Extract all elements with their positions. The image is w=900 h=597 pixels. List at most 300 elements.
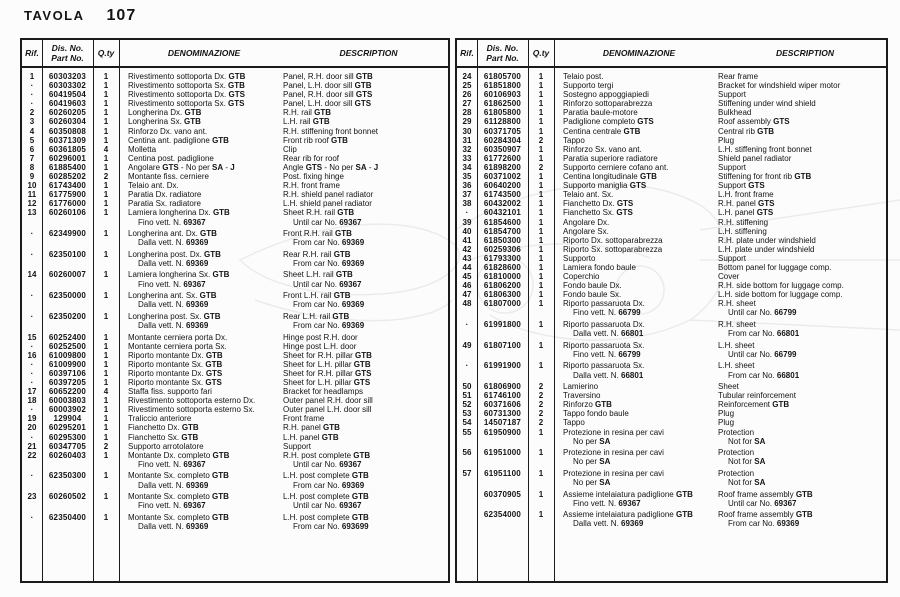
name-cells <box>119 369 448 378</box>
denominazione-line: Montante fiss. cerniere <box>128 172 209 182</box>
table-row <box>22 351 448 360</box>
qty-cell: 1 <box>538 99 544 109</box>
denominazione-line: Paratia superiore radiatore <box>563 153 658 163</box>
denominazione-cell <box>554 90 718 99</box>
name-cells <box>554 127 886 136</box>
name-cells <box>554 81 886 90</box>
rif-cell: 35 <box>462 172 472 182</box>
denominazione-line: Tappo <box>563 135 585 145</box>
description-line: Sheet L.H. rail GTB <box>283 270 353 280</box>
table-row <box>22 423 448 432</box>
description-line: Hinge post R.H. door <box>283 332 358 342</box>
rif-cell: 30 <box>462 126 472 136</box>
table-row <box>457 490 886 508</box>
description-cell <box>283 163 448 172</box>
part-number-cell: 61805800 <box>483 108 522 118</box>
description-cell <box>718 218 886 227</box>
name-cells <box>119 291 448 309</box>
denominazione-cell <box>554 341 718 359</box>
description-line: Support <box>718 90 747 100</box>
table-row <box>457 469 886 487</box>
description-cell <box>283 369 448 378</box>
qty-cell: 1 <box>538 340 544 350</box>
denominazione-cell <box>119 351 283 360</box>
rif-cell: · <box>30 81 34 91</box>
part-number-cell: 61862500 <box>483 99 522 109</box>
description-cell <box>718 448 886 466</box>
description-cell <box>283 270 448 288</box>
rif-cell: · <box>30 249 34 259</box>
qty-cell: 1 <box>103 208 109 218</box>
part-number-cell: 60432002 <box>483 199 522 209</box>
description-line: Rear frame <box>718 72 759 81</box>
description-line: Until car No. 66799 <box>728 349 797 359</box>
denominazione-line: Riporto passaruota Sx. <box>563 340 645 350</box>
denominazione-cell <box>119 270 283 288</box>
rif-cell: 19 <box>27 414 37 424</box>
qty-cell: 1 <box>103 332 109 342</box>
qty-cell: 1 <box>103 359 109 369</box>
description-cell <box>283 405 448 414</box>
rif-cell: 6 <box>29 144 35 154</box>
name-cells <box>554 272 886 281</box>
description-line: Sheet for R.H. pillar GTB <box>283 350 372 360</box>
denominazione-cell <box>119 414 283 423</box>
part-number-cell: 60652200 <box>48 387 87 397</box>
part-number-cell: 60419603 <box>48 99 87 109</box>
rif-cell: 34 <box>462 162 472 172</box>
description-line: Stiffening for front rib GTB <box>718 172 812 182</box>
part-number-cell: 60640200 <box>483 181 522 191</box>
table-row <box>22 127 448 136</box>
name-cells <box>119 163 448 172</box>
denominazione-line: Dalla vett. N. 69369 <box>138 258 209 268</box>
denominazione-line: Angolare GTS - No per SA - J <box>128 162 235 172</box>
denominazione-line: Riporto montante Dx. GTS <box>128 368 223 378</box>
description-cell <box>283 471 448 489</box>
table-row <box>22 181 448 190</box>
name-cells <box>119 513 448 531</box>
rif-cell: · <box>30 90 34 100</box>
denominazione-cell <box>119 442 283 451</box>
name-cells <box>554 163 886 172</box>
col-header-part <box>477 40 528 66</box>
rif-cell: 45 <box>462 272 472 282</box>
rif-cell: 11 <box>27 190 37 200</box>
description-line: Tubular reinforcement <box>718 391 796 401</box>
part-number-cell: 60260205 <box>48 108 87 118</box>
description-cell <box>283 351 448 360</box>
denominazione-line: Tappo fondo baule <box>563 409 629 419</box>
part-number-cell: 61743400 <box>48 181 87 191</box>
table-row <box>457 154 886 163</box>
table-row <box>457 236 886 245</box>
col-header-rif: Rif. <box>460 48 474 58</box>
denominazione-line: Protezione in resina per cavi <box>563 468 664 478</box>
rif-cell: 17 <box>27 387 37 397</box>
name-cells <box>119 442 448 451</box>
qty-cell: 1 <box>103 414 109 424</box>
part-number-cell: 61991900 <box>483 361 522 371</box>
part-number-cell: 60252400 <box>48 332 87 342</box>
part-number-cell: 60361805 <box>48 144 87 154</box>
part-number-cell: 61898200 <box>483 162 522 172</box>
description-line: Roof frame assembly GTB <box>718 510 813 520</box>
description-line: L.H. shield panel radiator <box>283 199 372 209</box>
part-number-cell: 60397205 <box>48 378 87 387</box>
denominazione-cell <box>119 492 283 510</box>
denominazione-line: Supporto cerniere cofano ant. <box>563 162 669 172</box>
qty-cell: 1 <box>103 249 109 259</box>
qty-cell: 1 <box>103 190 109 200</box>
description-cell <box>283 492 448 510</box>
rif-cell: 37 <box>462 190 472 200</box>
denominazione-cell <box>554 99 718 108</box>
denominazione-cell <box>554 154 718 163</box>
description-cell <box>718 245 886 254</box>
part-number-cell: 61009900 <box>48 359 87 369</box>
rif-cell: 46 <box>462 281 472 291</box>
description-cell <box>718 99 886 108</box>
name-cells <box>554 428 886 446</box>
qty-cell: 2 <box>538 418 544 428</box>
rif-cell: 57 <box>462 468 472 478</box>
table-row <box>22 433 448 442</box>
description-line: Front frame <box>283 414 325 424</box>
name-cells <box>119 433 448 442</box>
col-header-names <box>554 40 886 66</box>
description-line: Central rib GTB <box>718 126 775 136</box>
denominazione-line: Dalla vett. N. 69369 <box>138 480 209 490</box>
denominazione-cell <box>119 423 283 432</box>
part-number-cell: 61805700 <box>483 72 522 81</box>
name-cells <box>554 90 886 99</box>
part-number-cell: 61854700 <box>483 226 522 236</box>
denominazione-line: Riporto Sx. sottoparabrezza <box>563 244 663 254</box>
name-cells <box>554 254 886 263</box>
qty-cell: 1 <box>538 181 544 191</box>
rif-cell: · <box>30 378 34 387</box>
col-header-dis-no: Dis. No. <box>486 43 519 53</box>
description-line: R.H. post complete GTB <box>283 450 371 460</box>
part-number-cell: 61806900 <box>483 382 522 392</box>
part-number-cell: 60350808 <box>48 126 87 136</box>
description-line: Not for SA <box>728 478 766 488</box>
part-number-cell: 60350907 <box>483 144 522 154</box>
qty-cell: 1 <box>538 489 544 499</box>
denominazione-line: Centina post. padiglione <box>128 153 214 163</box>
description-cell <box>718 81 886 90</box>
denominazione-cell <box>554 172 718 181</box>
column-divider <box>42 40 43 581</box>
denominazione-line: Riporto montante Dx. GTB <box>128 350 223 360</box>
denominazione-cell <box>554 290 718 299</box>
description-line: Support <box>283 441 312 451</box>
description-line: L.H. sheet <box>718 361 755 371</box>
name-cells <box>119 492 448 510</box>
description-line: Until car No. 69367 <box>293 501 362 511</box>
description-line: R.H. sheet <box>718 299 756 309</box>
description-line: From car No. 69369 <box>293 258 365 268</box>
denominazione-line: Rivestimento sottoporta Dx. GTB <box>128 72 246 81</box>
name-cells <box>554 281 886 290</box>
description-line: Protection <box>718 427 755 437</box>
description-line: Protection <box>718 468 755 478</box>
table-row <box>22 250 448 268</box>
part-number-cell: 61776000 <box>48 199 87 209</box>
description-cell <box>718 181 886 190</box>
description-line: Panel, L.H. door sill GTB <box>283 81 372 91</box>
denominazione-cell <box>554 117 718 126</box>
rif-cell: · <box>30 432 34 442</box>
description-cell <box>283 333 448 342</box>
denominazione-cell <box>554 218 718 227</box>
name-cells <box>119 72 448 81</box>
denominazione-cell <box>554 263 718 272</box>
name-cells <box>119 154 448 163</box>
table-row <box>457 510 886 528</box>
denominazione-line: Fino vett. N. 69367 <box>573 498 641 508</box>
table-row <box>22 369 448 378</box>
name-cells <box>119 229 448 247</box>
description-line: Outer panel L.H. door sill <box>283 405 372 415</box>
rif-cell: 47 <box>462 290 472 300</box>
description-line: From car No. 66801 <box>728 329 800 339</box>
rif-cell: 39 <box>462 217 472 227</box>
denominazione-line: Paratia Dx. radiatore <box>128 190 202 200</box>
name-cells <box>119 208 448 226</box>
qty-cell: 1 <box>538 190 544 200</box>
description-line: L.H. post complete GTB <box>283 512 369 522</box>
part-number-cell: 60419504 <box>48 90 87 100</box>
rif-cell: 53 <box>462 409 472 419</box>
denominazione-line: Tappo <box>563 418 585 428</box>
denominazione-line: No per SA <box>573 478 611 488</box>
qty-cell: 1 <box>103 81 109 91</box>
table-row <box>22 291 448 309</box>
denominazione-line: Rinforzo Sx. vano ant. <box>563 144 642 154</box>
table-row <box>22 108 448 117</box>
description-cell <box>718 227 886 236</box>
rif-cell: · <box>30 99 34 109</box>
qty-cell: 1 <box>103 450 109 460</box>
description-line: L.H. side bottom for luggage comp. <box>718 290 843 300</box>
qty-cell: 1 <box>538 253 544 263</box>
table-row <box>457 172 886 181</box>
denominazione-line: Rinforzo sottoparabrezza <box>563 99 653 109</box>
description-line: Sheet for L.H. pillar GTS <box>283 378 371 387</box>
qty-cell: 1 <box>538 320 544 330</box>
denominazione-line: Montante Dx. completo GTB <box>128 450 230 460</box>
qty-cell: 2 <box>538 135 544 145</box>
qty-cell: 1 <box>103 432 109 442</box>
table-row <box>22 117 448 126</box>
part-number-cell: 60371705 <box>483 126 522 136</box>
denominazione-line: Fino vett. N. 69367 <box>138 279 206 289</box>
description-cell <box>718 409 886 418</box>
rif-cell: 42 <box>462 244 472 254</box>
description-cell <box>718 320 886 338</box>
description-cell <box>718 382 886 391</box>
description-line: L.H. rail GTB <box>283 117 330 127</box>
rif-cell: 52 <box>462 400 472 410</box>
denominazione-line: Longherina post. Dx. GTB <box>128 249 221 259</box>
denominazione-cell <box>119 81 283 90</box>
rif-cell: 33 <box>462 153 472 163</box>
description-cell <box>718 145 886 154</box>
denominazione-cell <box>119 387 283 396</box>
denominazione-cell <box>119 378 283 387</box>
part-number-cell: 61807000 <box>483 299 522 309</box>
part-number-cell: 60731300 <box>483 409 522 419</box>
description-line: R.H. stiffening <box>718 217 769 227</box>
description-line: Panel, L.H. door sill GTS <box>283 99 372 109</box>
name-cells <box>554 227 886 236</box>
denominazione-cell <box>554 448 718 466</box>
part-number-cell: 60295300 <box>48 432 87 442</box>
part-number-cell: 60397106 <box>48 368 87 378</box>
denominazione-line: Rivestimento sottoporta Sx. GTB <box>128 81 245 91</box>
qty-cell: 2 <box>538 391 544 401</box>
rif-cell: 12 <box>27 199 37 209</box>
qty-cell: 1 <box>538 244 544 254</box>
table-row <box>22 360 448 369</box>
table-row <box>457 117 886 126</box>
part-number-cell: 60003803 <box>48 396 87 406</box>
rif-cell: · <box>30 368 34 378</box>
page-header <box>24 7 136 25</box>
denominazione-cell <box>554 254 718 263</box>
column-divider <box>528 40 529 581</box>
description-line: Sheet for R.H. pillar GTS <box>283 368 372 378</box>
table-row <box>22 513 448 531</box>
name-cells <box>554 341 886 359</box>
part-number-cell: 61772600 <box>483 153 522 163</box>
description-cell <box>718 290 886 299</box>
rif-cell: · <box>30 341 34 351</box>
denominazione-line: Riporto passaruota Dx. <box>563 320 645 330</box>
description-cell <box>718 72 886 81</box>
denominazione-cell <box>119 190 283 199</box>
name-cells <box>554 448 886 466</box>
qty-cell: 1 <box>538 510 544 520</box>
denominazione-line: Longherina Dx. GTB <box>128 108 202 118</box>
part-number-cell: 61806200 <box>483 281 522 291</box>
description-cell <box>283 451 448 469</box>
description-line: From car No. 69369 <box>293 238 365 248</box>
qty-cell: 1 <box>538 235 544 245</box>
rif-cell: 22 <box>27 450 37 460</box>
rif-cell: 48 <box>462 299 472 309</box>
description-line: Support <box>718 253 747 263</box>
denominazione-cell <box>554 208 718 217</box>
part-number-cell: 61991800 <box>483 320 522 330</box>
rif-cell: 36 <box>462 181 472 191</box>
denominazione-cell <box>554 361 718 379</box>
denominazione-line: Molletta <box>128 144 157 154</box>
table-row <box>457 81 886 90</box>
description-line: From car No. 69369 <box>293 320 365 330</box>
denominazione-cell <box>119 471 283 489</box>
column-divider <box>93 40 94 581</box>
qty-cell: 1 <box>538 226 544 236</box>
col-header-qty: Q.ty <box>97 48 115 58</box>
qty-cell: 1 <box>103 378 109 387</box>
name-cells <box>554 218 886 227</box>
qty-cell: 2 <box>538 382 544 392</box>
name-cells <box>554 236 886 245</box>
table-row <box>22 414 448 423</box>
description-line: Rear R.H. rail GTB <box>283 249 351 259</box>
description-line: Bottom panel for luggage comp. <box>718 262 832 272</box>
rif-cell: 3 <box>29 117 35 127</box>
qty-cell: 1 <box>103 117 109 127</box>
name-cells <box>119 333 448 342</box>
description-line: L.H. sheet <box>718 340 755 350</box>
name-cells <box>119 378 448 387</box>
description-cell <box>718 341 886 359</box>
denominazione-line: Fondo baule Sx. <box>563 290 622 300</box>
denominazione-line: Dalla vett. N. 69369 <box>138 238 209 248</box>
denominazione-cell <box>119 154 283 163</box>
part-number-cell: 129904 <box>53 414 82 424</box>
denominazione-cell <box>554 136 718 145</box>
part-number-cell: 60370905 <box>483 489 522 499</box>
table-row <box>22 145 448 154</box>
description-line: Stiffening under wind shield <box>718 99 816 109</box>
rif-cell: 38 <box>462 199 472 209</box>
denominazione-line: Angolare Sx. <box>563 226 609 236</box>
denominazione-line: Dalla vett. N. 69369 <box>573 519 644 529</box>
rif-cell: 55 <box>462 427 472 437</box>
qty-cell: 2 <box>538 400 544 410</box>
name-cells <box>119 387 448 396</box>
table-row <box>457 181 886 190</box>
qty-cell: 1 <box>538 72 544 81</box>
part-number-cell: 61746100 <box>483 391 522 401</box>
denominazione-cell <box>119 108 283 117</box>
denominazione-cell <box>119 360 283 369</box>
part-number-cell: 60252500 <box>48 341 87 351</box>
name-cells <box>554 181 886 190</box>
qty-cell: 1 <box>538 281 544 291</box>
description-line: Not for SA <box>728 436 766 446</box>
name-cells <box>554 190 886 199</box>
description-line: R.H. front frame <box>283 181 340 191</box>
name-cells <box>119 145 448 154</box>
rif-cell: · <box>30 512 34 522</box>
qty-cell: 1 <box>103 311 109 321</box>
name-cells <box>119 99 448 108</box>
description-cell <box>283 145 448 154</box>
qty-cell: 1 <box>538 361 544 371</box>
description-cell <box>283 387 448 396</box>
qty-cell: 1 <box>103 99 109 109</box>
rif-cell: 16 <box>27 350 37 360</box>
rif-cell: · <box>465 208 469 218</box>
denominazione-cell <box>119 333 283 342</box>
denominazione-cell <box>554 108 718 117</box>
table-row <box>457 281 886 290</box>
denominazione-cell <box>119 250 283 268</box>
name-cells <box>554 245 886 254</box>
name-cells <box>119 342 448 351</box>
description-cell <box>283 513 448 531</box>
denominazione-line: Longherina post. Sx. GTB <box>128 311 221 321</box>
qty-cell: 1 <box>103 199 109 209</box>
description-cell <box>718 469 886 487</box>
denominazione-line: Padiglione completo GTS <box>563 117 654 127</box>
